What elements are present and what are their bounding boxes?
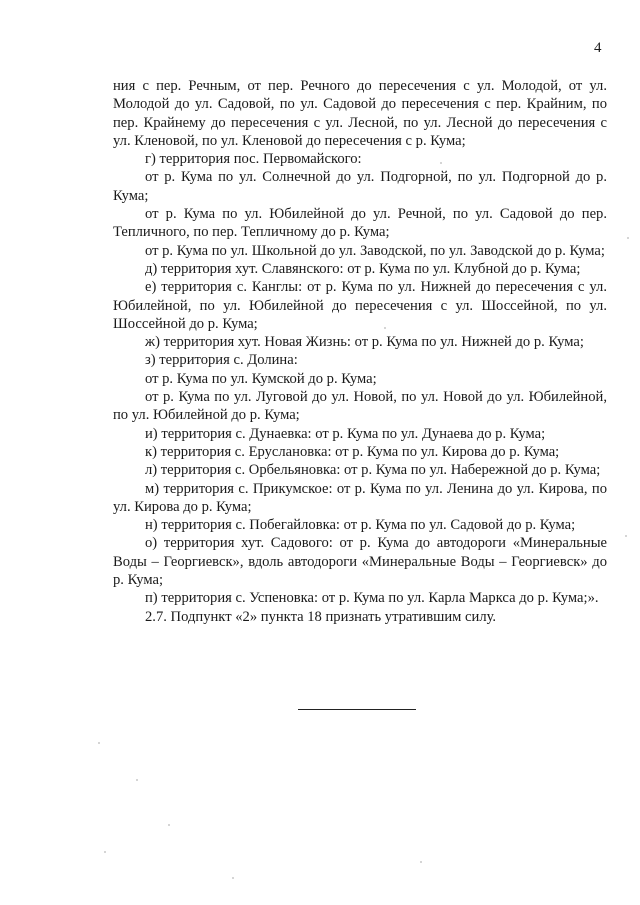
paragraph-item-d: д) территория хут. Славянского: от р. Кума по ул. Клубной до р. Кума;: [145, 260, 581, 277]
scan-speck: [98, 742, 100, 744]
paragraph-item-m: м) территория с. Прикумское: от р. Кума по ул. Ленина до ул. Кирова, по ул. Кирова до р. Кума;: [113, 480, 607, 515]
paragraph-clause-2-7: 2.7. Подпункт «2» пункта 18 признать утратившим силу.: [145, 608, 497, 625]
scan-speck: [440, 162, 442, 164]
scan-speck: [232, 877, 234, 879]
paragraph-item-o: о) территория хут. Садового: от р. Кума до автодороги «Минеральные Воды – Георгиевск», вдоль автодороги «Минеральные Воды – Георгиевск» до р. Кума;: [113, 535, 607, 589]
paragraph-item-k: к) территория с. Еруслановка: от р. Кума по ул. Кирова до р. Кума;: [145, 443, 560, 460]
paragraph-item-g-route-2: от р. Кума по ул. Юбилейной до ул. Речной, по ул. Садовой до пер. Тепличного, по пер. Тепличному до р. Кума;: [113, 206, 607, 241]
scan-speck: [627, 237, 629, 239]
paragraph-item-g-route-1: от р. Кума по ул. Солнечной до ул. Подгорной, по ул. Подгорной до р. Кума;: [113, 169, 607, 204]
scan-speck: [384, 327, 386, 329]
paragraph-item-zh: ж) территория хут. Новая Жизнь: от р. Кума по ул. Нижней до р. Кума;: [145, 334, 584, 351]
paragraph-item-z-heading: з) территория с. Долина:: [145, 352, 298, 369]
page-number: 4: [594, 40, 602, 56]
scan-speck: [104, 851, 106, 853]
paragraph-continuation: ния с пер. Речным, от пер. Речного до пересечения с ул. Молодой, от ул. Молодой до ул. Садовой, по ул. Садовой до пересечения с пер. Крайним, по пер. Крайнему до пересечения с ул. Лесной, по ул. Лесной до пересечения с ул. Кленовой, по ул. Кленовой до пересечения с р. Кума;: [113, 78, 607, 149]
scan-speck: [168, 824, 170, 826]
scan-speck: [136, 779, 138, 781]
paragraph-item-i: и) территория с. Дунаевка: от р. Кума по ул. Дунаева до р. Кума;: [145, 425, 546, 442]
document-body: [113, 77, 607, 626]
paragraph-item-z-route-1: от р. Кума по ул. Кумской до р. Кума;: [145, 370, 377, 387]
scan-speck: [625, 535, 627, 537]
paragraph-item-l: л) территория с. Орбельяновка: от р. Кума по ул. Набережной до р. Кума;: [145, 462, 601, 479]
paragraph-item-e: е) территория с. Канглы: от р. Кума по ул. Нижней до пересечения с ул. Юбилейной, по ул. Юбилейной до пересечения с ул. Шоссейной, по ул. Шоссейной до р. Кума;: [113, 279, 607, 332]
paragraph-item-g-heading: г) территория пос. Первомайского:: [145, 151, 362, 168]
closing-divider-line: [298, 709, 416, 710]
paragraph-item-n: н) территория с. Побегайловка: от р. Кума по ул. Садовой до р. Кума;: [145, 517, 576, 534]
paragraph-item-g-route-3: от р. Кума по ул. Школьной до ул. Заводской, по ул. Заводской до р. Кума;: [145, 242, 605, 259]
paragraph-item-z-route-2: от р. Кума по ул. Луговой до ул. Новой, по ул. Новой до ул. Юбилейной, по ул. Юбилейной до р. Кума;: [113, 389, 607, 424]
paragraph-item-p: п) территория с. Успеновка: от р. Кума по ул. Карла Маркса до р. Кума;».: [145, 590, 599, 607]
scan-speck: [420, 861, 422, 863]
